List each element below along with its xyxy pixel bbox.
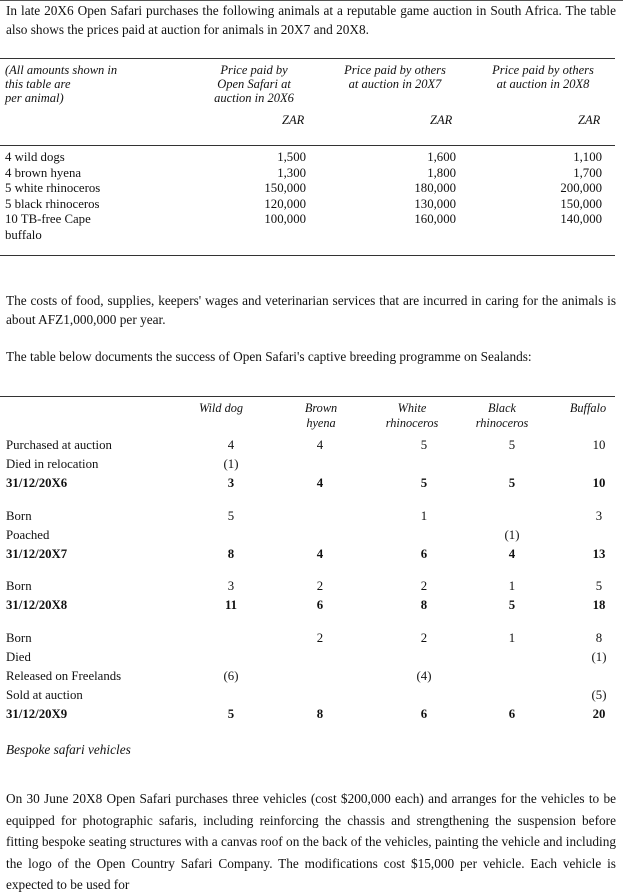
price-table-top-rule (0, 58, 615, 59)
breeding-cell: 6 (316, 598, 324, 612)
price-cell: 120,000 (264, 196, 306, 211)
price-cell: 100,000 (264, 212, 306, 226)
breeding-cell: 1 (508, 579, 516, 593)
vehicles-heading: Bespoke safari vehicles (6, 742, 131, 757)
col-header-wild-dog: Wild dog (198, 401, 244, 415)
breeding-cell: 11 (224, 598, 238, 612)
price-row-label: 5 black rhinoceros (5, 196, 100, 211)
price-cell: 140,000 (560, 212, 602, 226)
price-cell: 150,000 (560, 196, 602, 211)
price-cell: 1,800 (427, 165, 456, 180)
vehicles-paragraph: On 30 June 20X8 Open Safari purchases three vehicles (cost $200,000 each) and arranges for the vehicles to be equipped for photographic safaris, including reinforcing the chassis and strengthening the suspension before fitting bespoke seating structures with a canvas roof on the back of the vehicles, painting the vehicle and including the logo of the Open Country Safari Company. The modifications cost $15,000 per vehicle. Each vehicle is expected to be used for (6, 791, 616, 892)
breeding-cell: 6 (508, 707, 516, 721)
price-row-labels (5, 150, 100, 243)
price-row-label: 5 white rhinoceros (5, 181, 101, 195)
price-cell: 1,600 (427, 150, 456, 164)
breeding-cell: 4 (316, 547, 324, 561)
breeding-cell: 4 (508, 547, 516, 561)
price-col-20x6 (230, 150, 306, 228)
price-table-note: (All amounts shown in this table are per animal) (5, 63, 118, 105)
breeding-cell: (1) (591, 650, 607, 664)
breeding-cell: 5 (508, 598, 516, 612)
breeding-cell: 2 (420, 579, 428, 593)
price-table-bottom-rule (0, 255, 615, 256)
breeding-cell: 8 (316, 707, 324, 721)
breeding-row-label: Born (6, 509, 32, 523)
price-row-label: 4 wild dogs (5, 150, 65, 164)
breeding-cell: 1 (420, 509, 428, 523)
breeding-row-label: Born (6, 579, 32, 593)
breeding-cell: (4) (416, 669, 432, 683)
breeding-cell: 5 (420, 476, 428, 490)
breeding-cell: 18 (592, 598, 606, 612)
breeding-cell: 10 (592, 476, 606, 490)
price-col-20x7 (380, 150, 456, 228)
price-cell: 150,000 (264, 181, 306, 195)
breeding-cell: 6 (420, 707, 428, 721)
breeding-row-label: 31/12/20X7 (6, 547, 68, 561)
breeding-cell: (5) (591, 688, 607, 702)
breeding-cell: 6 (420, 547, 428, 561)
price-row-label: buffalo (5, 227, 42, 242)
col-header-brown-hyena: Brown hyena (304, 401, 338, 430)
col-header-black-rhino: Black rhinoceros (475, 401, 529, 430)
breeding-cell: 2 (316, 631, 324, 645)
breeding-cell: 4 (227, 438, 235, 452)
currency-label-1: ZAR (282, 113, 305, 127)
breeding-row-label: Died (6, 650, 31, 664)
currency-label-3: ZAR (578, 113, 601, 127)
price-cell: 1,100 (573, 150, 602, 164)
breeding-cell: (6) (223, 669, 239, 683)
breeding-row-label: 31/12/20X8 (6, 598, 68, 612)
breeding-cell: 5 (227, 707, 235, 721)
breeding-cell: (1) (504, 528, 520, 542)
price-cell: 130,000 (414, 196, 456, 211)
currency-label-2: ZAR (430, 113, 453, 127)
breeding-cell: 3 (595, 509, 603, 523)
breeding-cell: 10 (592, 438, 606, 452)
intro-paragraph: In late 20X6 Open Safari purchases the following animals at a reputable game auction in South Africa. The table also shows the prices paid at auction for animals in 20X7 and 20X8. (6, 3, 616, 37)
price-cell: 1,700 (573, 165, 602, 180)
breeding-cell: 20 (592, 707, 606, 721)
col-header-others-20x8: Price paid by others at auction in 20X8 (492, 63, 594, 91)
col-header-open-safari-20x6: Price paid by Open Safari at auction in 20X6 (214, 63, 294, 105)
breeding-row-label: Released on Freelands (6, 669, 122, 683)
breeding-cell: 3 (227, 476, 235, 490)
price-row-label: 10 TB-free Cape (5, 212, 91, 226)
breeding-cell: 5 (420, 438, 428, 452)
breeding-intro-paragraph: The table below documents the success of Open Safari's captive breeding programme on Sealands: (6, 349, 532, 364)
breeding-row-label: Sold at auction (6, 688, 83, 702)
breeding-table-top-rule (0, 396, 615, 397)
breeding-cell: 2 (420, 631, 428, 645)
col-header-buffalo: Buffalo (569, 401, 607, 415)
col-header-white-rhino: White rhinoceros (385, 401, 439, 430)
breeding-cell: 5 (508, 438, 516, 452)
col-header-others-20x7: Price paid by others at auction in 20X7 (344, 63, 446, 91)
breeding-row-label: Died in relocation (6, 457, 99, 471)
breeding-cell: 4 (316, 438, 324, 452)
price-cell: 180,000 (414, 181, 456, 195)
price-cell: 1,500 (277, 150, 306, 164)
breeding-cell: 4 (316, 476, 324, 490)
breeding-row-label: Poached (6, 528, 50, 542)
price-row-label: 4 brown hyena (5, 165, 82, 180)
price-cell: 1,300 (277, 165, 306, 180)
breeding-row-label: 31/12/20X6 (6, 476, 68, 490)
price-cell: 160,000 (414, 212, 456, 226)
costs-paragraph: The costs of food, supplies, keepers' wages and veterinarian services that are incurred in caring for the animals is about AFZ1,000,000 per year. (6, 293, 616, 327)
breeding-cell: 5 (595, 579, 603, 593)
breeding-cell: 13 (592, 547, 606, 561)
breeding-cell: 2 (316, 579, 324, 593)
breeding-cell: 1 (508, 631, 516, 645)
price-cell: 200,000 (560, 181, 602, 195)
breeding-cell: 5 (227, 509, 235, 523)
breeding-cell: 8 (595, 631, 603, 645)
breeding-row-label: 31/12/20X9 (6, 707, 68, 721)
breeding-cell: 3 (227, 579, 235, 593)
breeding-cell: (1) (223, 457, 239, 471)
price-table-header-rule (0, 145, 615, 146)
price-col-20x8 (526, 150, 602, 228)
breeding-row-label: Purchased at auction (6, 438, 112, 452)
breeding-cell: 8 (420, 598, 428, 612)
breeding-cell: 8 (227, 547, 235, 561)
breeding-row-label: Born (6, 631, 32, 645)
breeding-cell: 5 (508, 476, 516, 490)
